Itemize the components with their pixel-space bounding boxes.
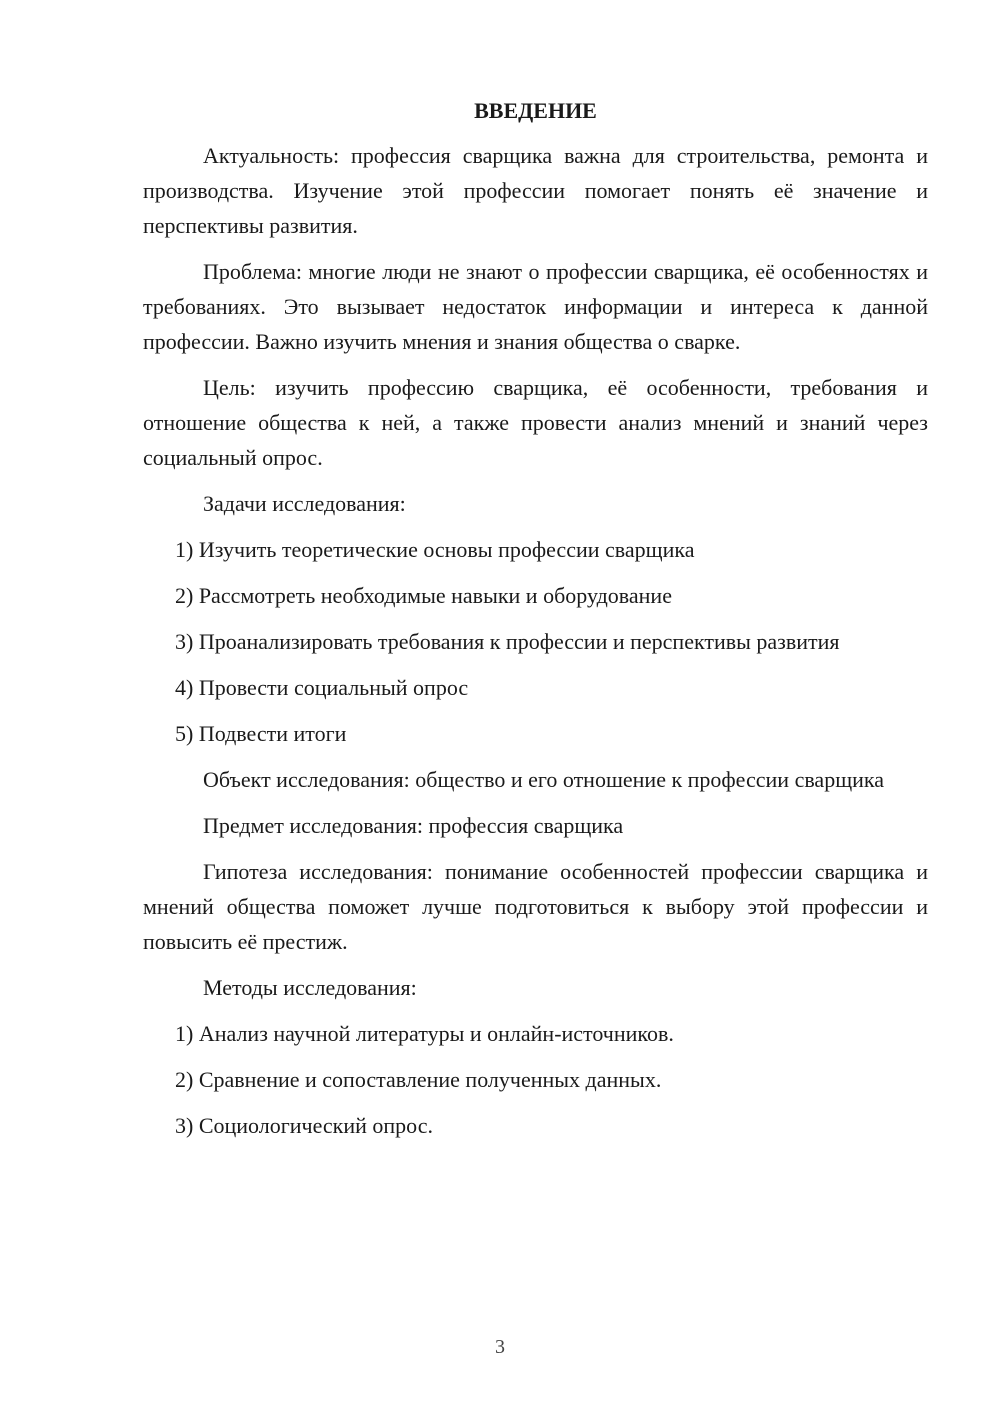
document-body [143,96,928,1154]
subject-paragraph: Предмет исследования: профессия сварщика [203,813,624,838]
object-paragraph: Объект исследования: общество и его отношение к профессии сварщика [203,767,885,792]
relevance-paragraph: Актуальность: профессия сварщика важна для строительства, ремонта и производства. Изучение этой профессии помогает понять её значение и перспективы развития. [143,143,928,238]
tasks-list [143,532,928,751]
hypothesis-paragraph: Гипотеза исследования: понимание особенностей профессии сварщика и мнений общества поможет лучше подготовиться к выбору этой профессии и повысить её престиж. [143,859,928,954]
methods-list [143,1016,928,1143]
problem-paragraph: Проблема: многие люди не знают о профессии сварщика, её особенностях и требованиях. Это вызывает недостаток информации и интереса к данной профессии. Важно изучить мнения и знания общества о сварке. [143,259,928,354]
list-item: 2) Рассмотреть необходимые навыки и оборудование [175,583,672,608]
page-number: 3 [495,1336,505,1358]
list-item: 3) Проанализировать требования к профессии и перспективы развития [175,629,840,654]
tasks-heading: Задачи исследования: [203,491,406,516]
methods-heading: Методы исследования: [203,975,417,1000]
list-item: 2) Сравнение и сопоставление полученных данных. [175,1067,662,1092]
list-item: 3) Социологический опрос. [175,1113,433,1138]
list-item: 5) Подвести итоги [175,721,347,746]
page-title: ВВЕДЕНИЕ [474,98,597,123]
list-item: 1) Изучить теоретические основы профессии сварщика [175,537,695,562]
list-item: 1) Анализ научной литературы и онлайн-источников. [175,1021,674,1046]
goal-paragraph: Цель: изучить профессию сварщика, её особенности, требования и отношение общества к ней, а также провести анализ мнений и знаний через социальный опрос. [143,375,928,470]
list-item: 4) Провести социальный опрос [175,675,469,700]
